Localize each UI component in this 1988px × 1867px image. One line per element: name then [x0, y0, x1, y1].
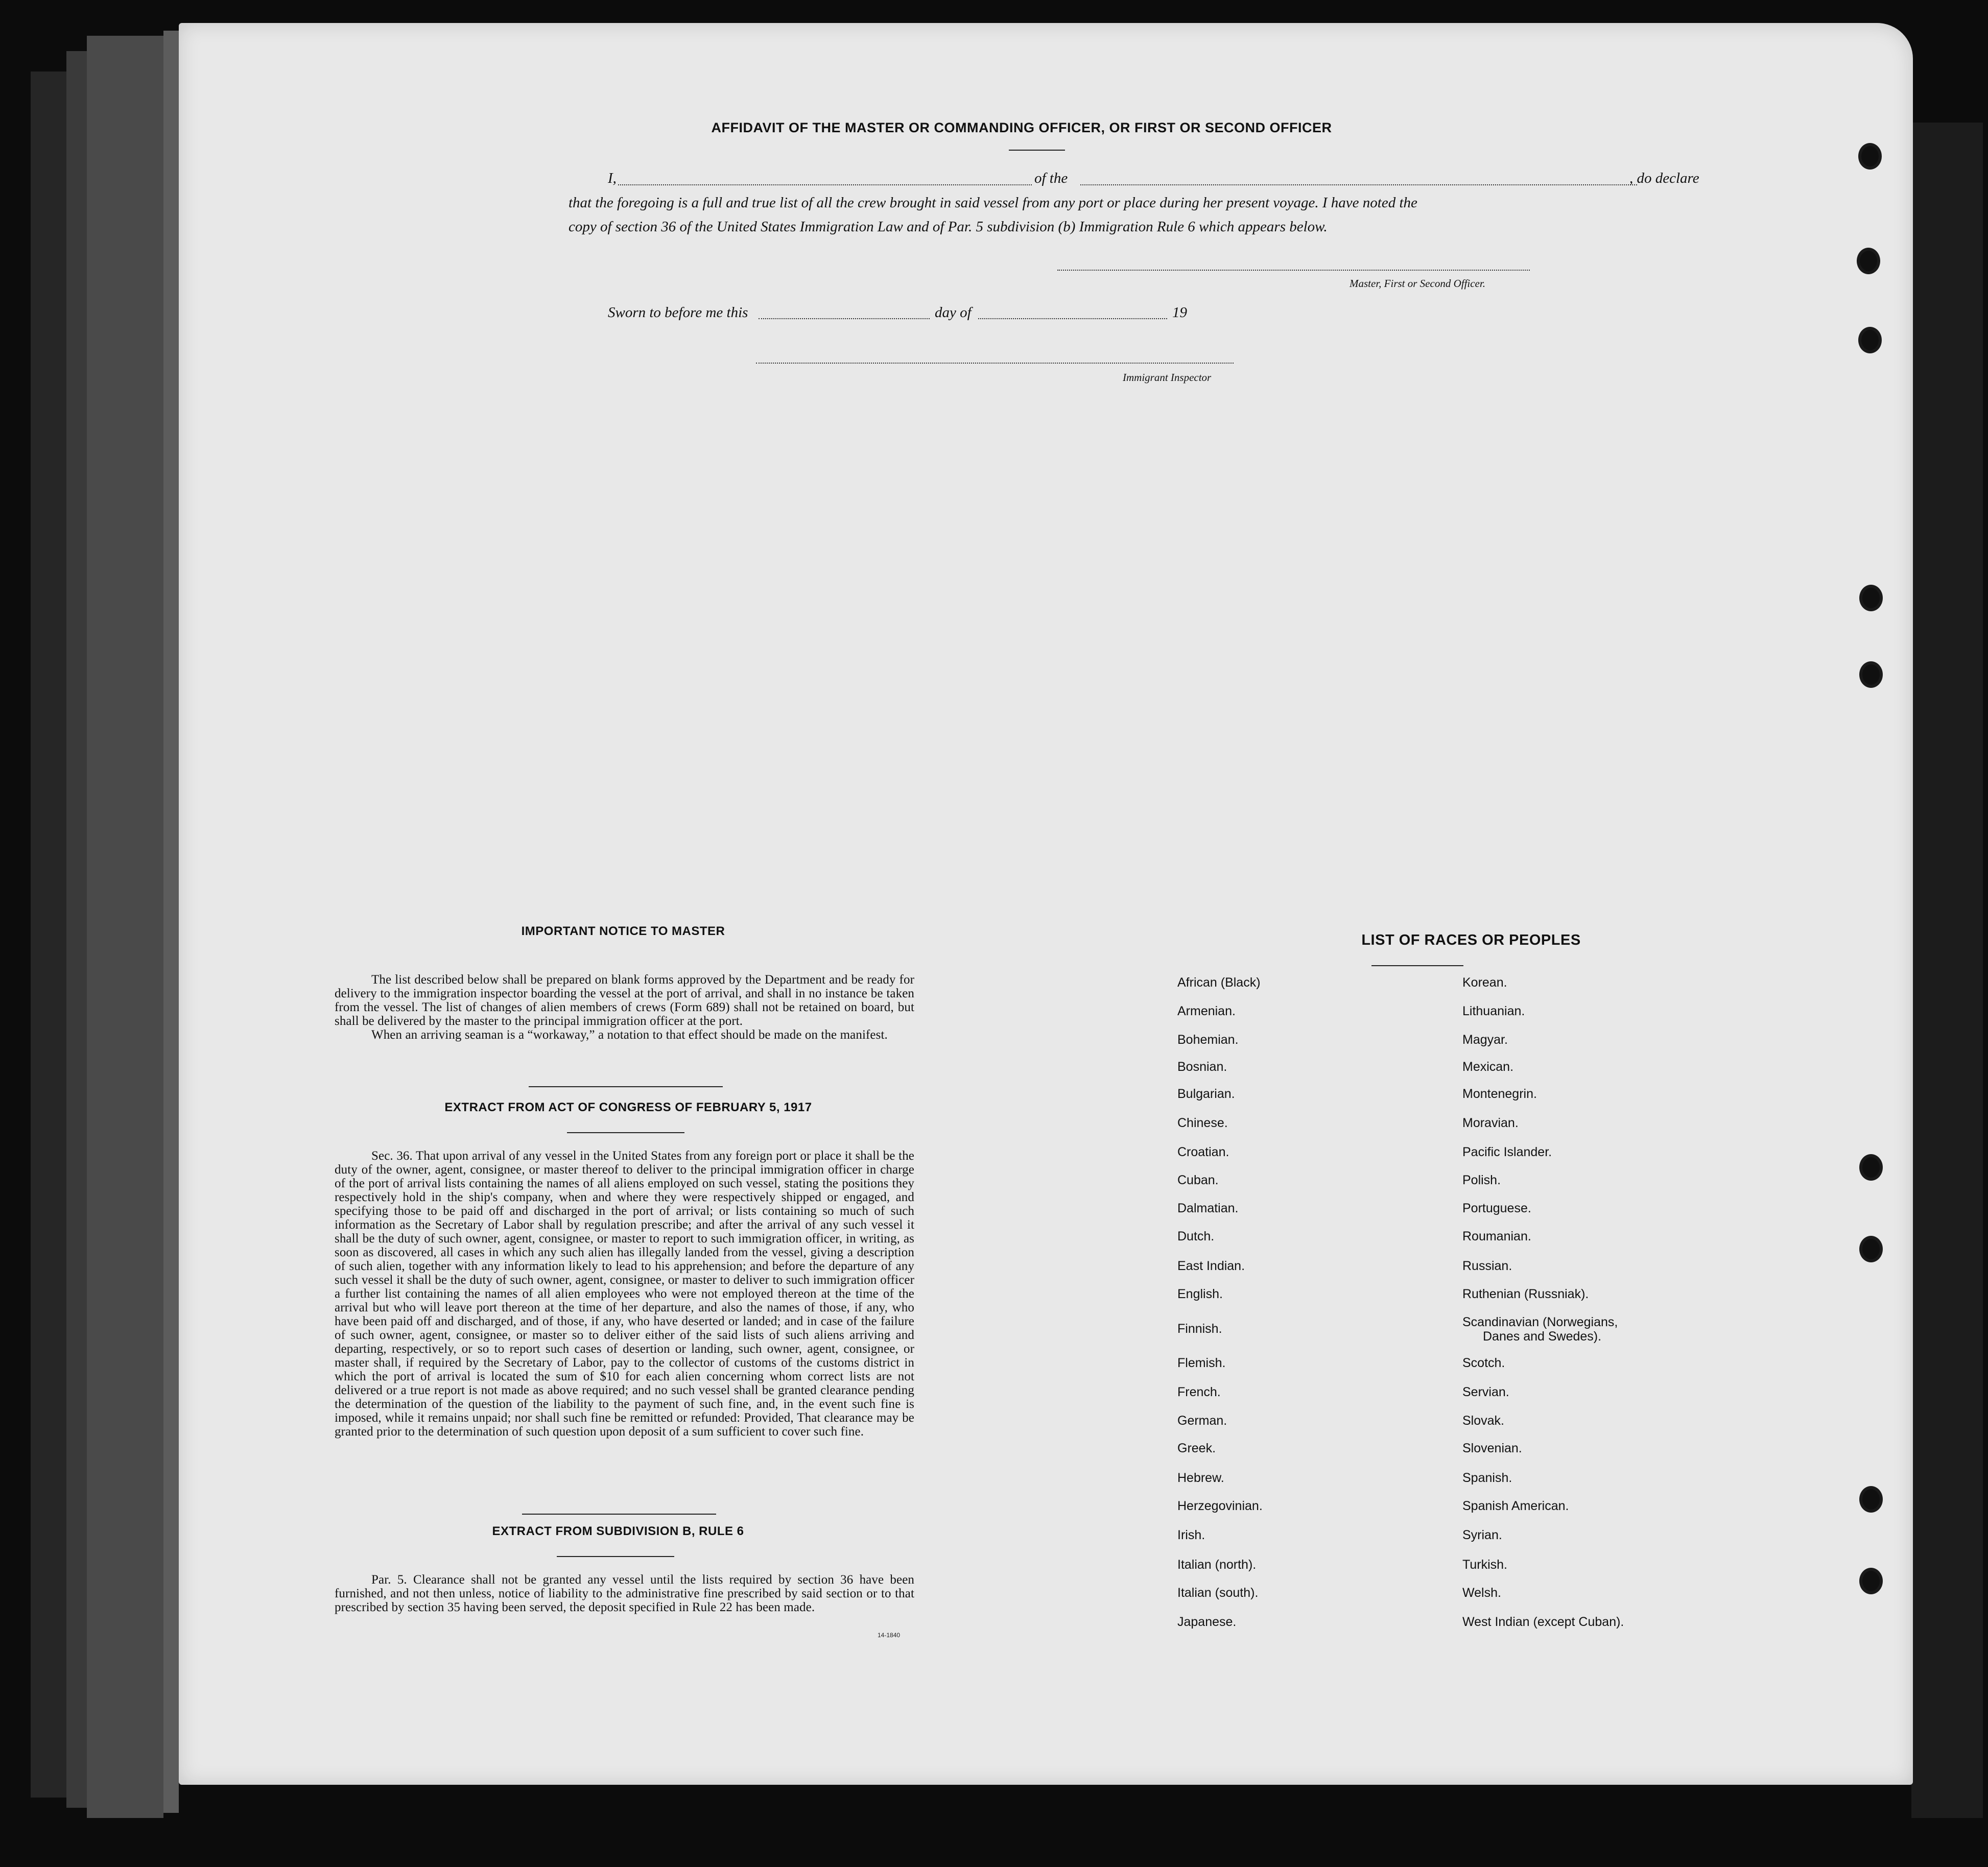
inspector-caption: Immigrant Inspector [1123, 371, 1212, 384]
race-item: Dutch. [1177, 1229, 1215, 1243]
race-item: Spanish American. [1462, 1499, 1569, 1513]
race-item: Lithuanian. [1462, 1004, 1525, 1018]
race-item: Slovak. [1462, 1414, 1504, 1428]
of-the-label: of the [1034, 170, 1068, 186]
declare-label: , do declare [1629, 170, 1699, 186]
sworn-month-blank [978, 318, 1167, 319]
par-5-text: Par. 5. Clearance shall not be granted any vessel until the lists required by section 36 have been furnished, and not then unless, notice of liability to the administrative fine prescribed by said section or to that prescribed by section 35 having been served, the deposit specified in Rule 22 has been made. [335, 1573, 914, 1614]
races-title: LIST OF RACES OR PEOPLES [1361, 932, 1581, 948]
form-number: 14-1840 [878, 1632, 901, 1639]
race-item: Greek. [1177, 1441, 1216, 1455]
affidavit-line-2: that the foregoing is a full and true list of all the crew brought in said vessel from any port or place during her present voyage. I have noted the [569, 195, 1417, 211]
race-item: Russian. [1462, 1259, 1512, 1273]
master-signature-blank [1057, 270, 1530, 271]
race-item: Japanese. [1177, 1615, 1237, 1629]
race-item: Mexican. [1462, 1060, 1514, 1074]
race-item: Korean. [1462, 975, 1507, 990]
divider [567, 1132, 684, 1133]
race-item: French. [1177, 1385, 1221, 1399]
race-item: Finnish. [1177, 1322, 1222, 1336]
affidavit-i-label: I, [608, 170, 617, 186]
punch-hole [1858, 327, 1882, 353]
punch-hole [1858, 143, 1882, 170]
page-edge-right [1911, 123, 1983, 1818]
punch-hole [1859, 585, 1883, 611]
notice-title: IMPORTANT NOTICE TO MASTER [521, 924, 725, 938]
punch-hole [1857, 248, 1880, 274]
races-left-column [1177, 975, 1463, 1670]
race-item: East Indian. [1177, 1259, 1245, 1273]
punch-hole [1859, 1486, 1883, 1513]
race-item: English. [1177, 1287, 1223, 1301]
master-caption: Master, First or Second Officer. [1350, 277, 1485, 290]
extract-act-title: EXTRACT FROM ACT OF CONGRESS OF FEBRUARY 5, 1917 [444, 1100, 812, 1114]
divider [1009, 150, 1065, 151]
divider [557, 1556, 674, 1557]
document-page [179, 23, 1913, 1785]
race-item: Roumanian. [1462, 1229, 1531, 1243]
race-item: Irish. [1177, 1528, 1205, 1542]
race-item: Spanish. [1462, 1471, 1512, 1485]
race-item: Flemish. [1177, 1356, 1226, 1370]
punch-hole [1859, 1154, 1883, 1181]
race-item: Bohemian. [1177, 1033, 1239, 1047]
extract-act-body [335, 1149, 914, 1439]
punch-hole [1859, 1236, 1883, 1262]
divider [522, 1514, 716, 1515]
affidavit-line-3: copy of section 36 of the United States Immigration Law and of Par. 5 subdivision (b) Immigration Rule 6 which appears below. [569, 219, 1328, 235]
divider [1371, 965, 1463, 966]
day-of-label: day of [935, 304, 972, 321]
race-item: African (Black) [1177, 975, 1261, 990]
sworn-date-blank [759, 318, 930, 319]
race-item: Montenegrin. [1462, 1087, 1537, 1101]
binder-edge [87, 36, 163, 1818]
binder-edge [66, 51, 87, 1808]
race-item: Italian (south). [1177, 1586, 1259, 1600]
race-item: Syrian. [1462, 1528, 1502, 1542]
race-item: Polish. [1462, 1173, 1501, 1187]
affidavit-title: AFFIDAVIT OF THE MASTER OR COMMANDING OFFICER, OR FIRST OR SECOND OFFICER [711, 120, 1332, 135]
race-item: Welsh. [1462, 1586, 1501, 1600]
race-item: Servian. [1462, 1385, 1509, 1399]
race-item: Herzegovinian. [1177, 1499, 1263, 1513]
race-item: Magyar. [1462, 1033, 1508, 1047]
race-item: Bosnian. [1177, 1060, 1227, 1074]
race-item: West Indian (except Cuban). [1462, 1615, 1624, 1629]
extract-rule-body [335, 1573, 914, 1614]
section-36-text: Sec. 36. That upon arrival of any vessel in the United States from any foreign port or place it shall be the duty of the owner, agent, consignee, or master thereof to deliver to the principal immigration officer in charge of the port of arrival lists containing the names of all aliens employed on such vessel, stating the positions they respectively hold in the ship's company, when and where they were respectively shipped or engaged, and specifying those to be paid off and discharged in the port of arrival; or lists containing so much of such information as the Secretary of Labor shall by regulation prescribe; and after the arrival of any such vessel it shall be the duty of such owner, agent, consignee, or master to report to such immigration officer, in writing, as soon as discovered, all cases in which any such alien has illegally landed from the vessel, giving a description of such alien, together with any information likely to lead to his apprehension; and before the departure of any such vessel it shall be the duty of such owner, agent, consignee, or master to deliver to such immigration officer a further list containing the names of all alien employees who were not employed thereon at the time of the arrival but who will leave port thereon at the time of her departure, and also the names of those, if any, who have been paid off and discharged, and of those, if any, who have deserted or landed; and in case of the failure of such owner, agent, consignee, or master so to deliver either of the said lists of such aliens arriving and departing, respectively, or so to report such cases of desertion or landing, such owner, agent, consignee, or master shall, if required by the Secretary of Labor, pay to the collector of customs of the customs district in which the port of arrival is located the sum of $10 for each alien concerning whom correct lists are not delivered or a true report is not made as above required; and no such vessel shall be granted clearance pending the determination of the question of the liability to the payment of such fine, and, in the event such fine is imposed, while it remains unpaid; nor shall such fine be remitted or refunded: Provided, That clearance may be granted prior to the determination of such question upon deposit of a sum sufficient to cover such fine. [335, 1149, 914, 1439]
race-item: Bulgarian. [1177, 1087, 1235, 1101]
race-item: Armenian. [1177, 1004, 1236, 1018]
race-item: Cuban. [1177, 1173, 1219, 1187]
notice-paragraph-2: When an arriving seaman is a “workaway,” a notation to that effect should be made on the manifest. [371, 1028, 888, 1042]
binder-edge [163, 31, 179, 1813]
notice-body [335, 973, 914, 1042]
race-item: German. [1177, 1414, 1227, 1428]
binder-edge [31, 71, 66, 1798]
affidavit-line-1 [608, 171, 617, 186]
race-item: Hebrew. [1177, 1471, 1224, 1485]
race-item: Slovenian. [1462, 1441, 1522, 1455]
inspector-signature-blank [756, 363, 1234, 364]
race-item: Chinese. [1177, 1116, 1228, 1130]
punch-hole [1859, 661, 1883, 688]
race-item: Scotch. [1462, 1356, 1505, 1370]
race-item: Moravian. [1462, 1116, 1519, 1130]
notice-paragraph-1: The list described below shall be prepared on blank forms approved by the Department and be ready for delivery to the immigration inspector boarding the vessel at the port of arrival, and shall in no instance be taken from the vessel. The list of changes of alien members of crews (Form 689) shall not be retained on board, but shall be delivered by the master to the principal immigration officer at the port. [335, 973, 914, 1028]
races-right-column [1462, 975, 1840, 1670]
extract-rule-title: EXTRACT FROM SUBDIVISION B, RULE 6 [492, 1524, 744, 1538]
name-blank [618, 184, 1032, 185]
race-item: Scandinavian (Norwegians, [1462, 1315, 1618, 1329]
race-item: Dalmatian. [1177, 1201, 1239, 1215]
sworn-label: Sworn to before me this [608, 304, 748, 321]
race-item: Turkish. [1462, 1558, 1507, 1572]
race-item: Pacific Islander. [1462, 1145, 1552, 1159]
year-label: 19 [1172, 304, 1187, 321]
race-item-continuation: Danes and Swedes). [1483, 1329, 1602, 1344]
vessel-blank [1080, 184, 1637, 185]
race-item: Italian (north). [1177, 1558, 1257, 1572]
race-item: Croatian. [1177, 1145, 1229, 1159]
race-item: Ruthenian (Russniak). [1462, 1287, 1589, 1301]
divider [529, 1086, 723, 1087]
punch-hole [1859, 1568, 1883, 1594]
race-item: Portuguese. [1462, 1201, 1531, 1215]
